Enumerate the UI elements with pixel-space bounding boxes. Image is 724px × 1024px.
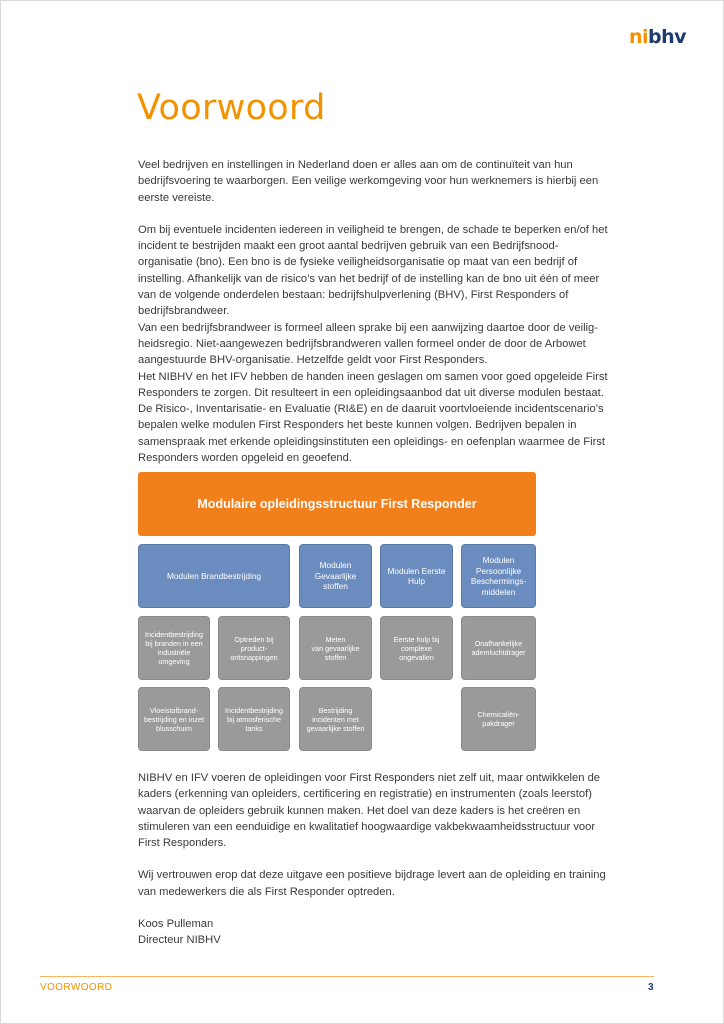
- nibhv-logo: nibhv: [628, 26, 686, 48]
- outro-text: [138, 770, 658, 949]
- item-product-leaks: Optreden bij product- ontsnappingen: [218, 616, 290, 680]
- module-personal-protective-equipment: Modulen Persoonlijke Beschermings- middelen: [461, 544, 536, 608]
- paragraph: Wij vertrouwen erop dat deze uitgave een positieve bijdrage levert aan de opleiding en training van medewerkers die als First Responder optreden.: [138, 869, 606, 898]
- footer-divider: [40, 976, 654, 977]
- item-breathing-apparatus: Onafhankelijke ademluchtdrager: [461, 616, 536, 680]
- item-measuring-substances: Meten van gevaarlijke stoffen: [299, 616, 372, 680]
- intro-text: [138, 157, 658, 466]
- paragraph: Om bij eventuele incidenten iedereen in veiligheid te brengen, de schade te beperken en/of het incident te bestrijden maakt een groot aantal bedrijven gebruik van een Bedrijfsnood- organisatie (bno). Een bno is de fysieke veiligheidsorganisatie op maat van een bedrijf of instelling. Afhankelijk van de risico’s van het bedrijf of de instelling kan de bno uit één of meer van de volgende onderdelen bestaan: bedrijfshulpverlening (BHV), First Responders of bedrijfsbrandweer.: [138, 223, 608, 318]
- module-first-aid: Modulen Eerste Hulp: [380, 544, 453, 608]
- module-structure-diagram: [138, 472, 536, 752]
- module-hazardous-substances: Modulen Gevaarlijke stoffen: [299, 544, 372, 608]
- paragraph: Van een bedrijfsbrandweer is formeel alleen sprake bij een aanwijzing daartoe door de veilig- heidsregio. Niet-aangewezen bedrijfsbrandweren vallen formeel onder de door de Arbowet aangestuurde BHV-organisatie. Hetzelfde geldt voor First Responders.: [138, 321, 598, 367]
- item-liquid-fire-foam: Vloeistofbrand- bestrijding en inzet blusschuim: [138, 687, 210, 751]
- item-hazardous-incidents: Bestrijding incidenten met gevaarlijke stoffen: [299, 687, 372, 751]
- item-complex-accidents: Eerste hulp bij complexe ongevallen: [380, 616, 453, 680]
- signature-role: Directeur NIBHV: [138, 934, 221, 947]
- paragraph: Veel bedrijven en instellingen in Nederland doen er alles aan om de continuïteit van hun bedrijfsvoering te waarborgen. Een veilige werkomgeving voor hun werknemers is hierbij een eerste vereiste.: [138, 159, 599, 204]
- module-fire-fighting: Modulen Brandbestrijding: [138, 544, 290, 608]
- diagram-header: Modulaire opleidingsstructuur First Responder: [138, 472, 536, 536]
- paragraph: NIBHV en IFV voeren de opleidingen voor First Responders niet zelf uit, maar ontwikkelen de kaders (erkenning van opleiders, certificering en registratie) en instrumenten (zoals leerstof) waarvan de opleiders gebruik kunnen maken. Het doel van deze kaders is het creëren en stimuleren van een eenduidige en kwalitatief hoogwaardige vakbekwaamheidsstructuur voor First Responders.: [138, 772, 601, 850]
- item-chemical-suit: Chemicaliën- pakdrager: [461, 687, 536, 751]
- page-number: 3: [648, 982, 654, 993]
- item-atmospheric-tanks: Incidentbestrijding bij atmosferische tanks: [218, 687, 290, 751]
- footer-section-title: VOORWOORD: [40, 982, 113, 993]
- paragraph: Het NIBHV en het IFV hebben de handen ineen geslagen om samen voor goed opgeleide First Responders te zorgen. Dit resulteert in een opleidingsaanbod dat uit diverse modulen bestaat. De Risico-, Inventarisatie- en Evaluatie (RI&E) en de daaruit voortvloeiende incidentscenario’s bepalen welke modulen First Responders het beste kunnen volgen. Bedrijven bepalen in samenspraak met erkende opleidingsinstituten een opleidings- en oefenplan waarmee de First Responders worden opgeleid en geoefend.: [138, 370, 608, 465]
- item-industrial-fires: Incidentbestrijding bij branden in een industriële omgeving: [138, 616, 210, 680]
- page-title: Voorwoord: [137, 88, 326, 128]
- signature-name: Koos Pulleman: [138, 918, 214, 931]
